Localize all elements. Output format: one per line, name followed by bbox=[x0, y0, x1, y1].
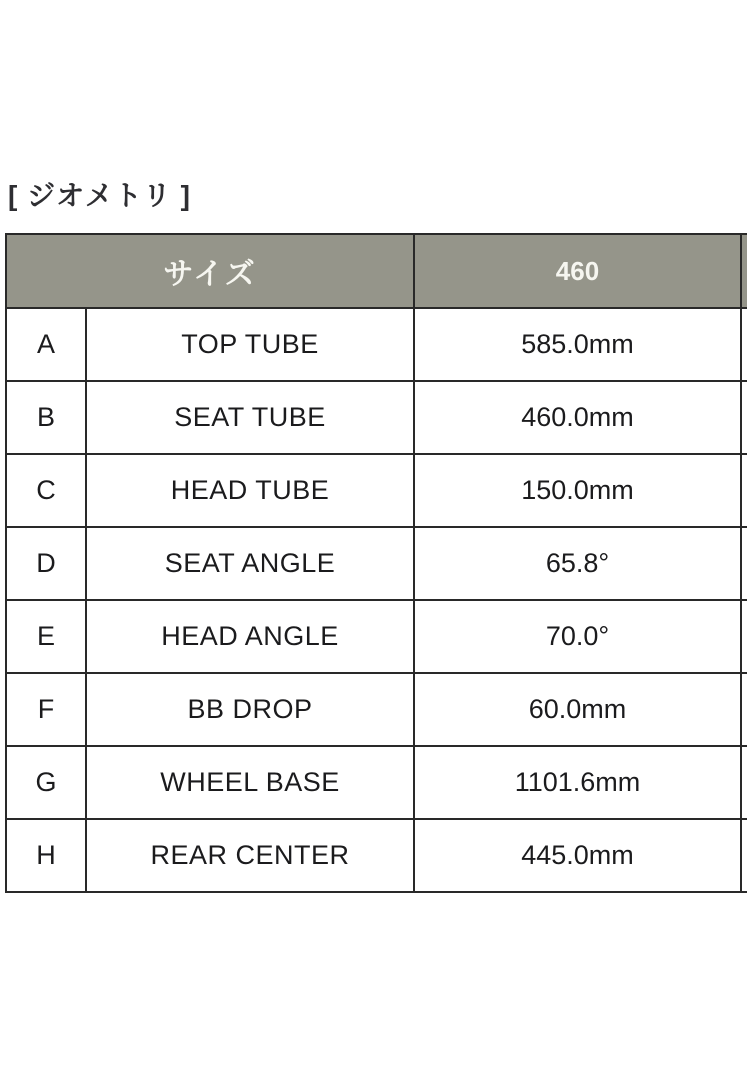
row-cutoff-sliver bbox=[740, 453, 747, 526]
row-key: C bbox=[7, 453, 85, 526]
table-header-cutoff-sliver bbox=[740, 235, 747, 307]
row-cutoff-sliver bbox=[740, 818, 747, 891]
row-label: REAR CENTER bbox=[85, 818, 413, 891]
row-value: 460.0mm bbox=[413, 380, 740, 453]
row-value: 65.8° bbox=[413, 526, 740, 599]
geometry-table bbox=[5, 233, 747, 893]
table-header-size-value: 460 bbox=[413, 235, 740, 307]
row-label: BB DROP bbox=[85, 672, 413, 745]
row-label: WHEEL BASE bbox=[85, 745, 413, 818]
row-cutoff-sliver bbox=[740, 380, 747, 453]
row-cutoff-sliver bbox=[740, 526, 747, 599]
row-value: 60.0mm bbox=[413, 672, 740, 745]
row-key: G bbox=[7, 745, 85, 818]
row-label: SEAT ANGLE bbox=[85, 526, 413, 599]
row-label: HEAD TUBE bbox=[85, 453, 413, 526]
row-label: HEAD ANGLE bbox=[85, 599, 413, 672]
row-label: SEAT TUBE bbox=[85, 380, 413, 453]
row-value: 1101.6mm bbox=[413, 745, 740, 818]
row-cutoff-sliver bbox=[740, 745, 747, 818]
row-value: 585.0mm bbox=[413, 307, 740, 380]
geometry-section-heading: [ ジオメトリ ] bbox=[8, 180, 191, 211]
row-key: E bbox=[7, 599, 85, 672]
row-value: 445.0mm bbox=[413, 818, 740, 891]
table-header-size-label: サイズ bbox=[7, 235, 413, 307]
row-cutoff-sliver bbox=[740, 672, 747, 745]
row-key: H bbox=[7, 818, 85, 891]
row-cutoff-sliver bbox=[740, 599, 747, 672]
row-key: F bbox=[7, 672, 85, 745]
row-cutoff-sliver bbox=[740, 307, 747, 380]
row-key: A bbox=[7, 307, 85, 380]
row-value: 150.0mm bbox=[413, 453, 740, 526]
row-label: TOP TUBE bbox=[85, 307, 413, 380]
row-value: 70.0° bbox=[413, 599, 740, 672]
row-key: D bbox=[7, 526, 85, 599]
row-key: B bbox=[7, 380, 85, 453]
